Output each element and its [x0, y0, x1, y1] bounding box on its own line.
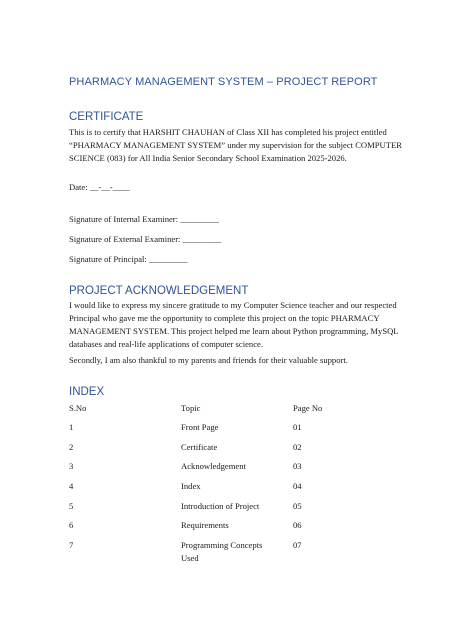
- external-examiner-signature: Signature of External Examiner: _________: [69, 234, 222, 244]
- acknowledgement-heading: PROJECT ACKNOWLEDGEMENT: [69, 285, 249, 297]
- index-row-page: 03: [293, 461, 302, 471]
- index-row-sno: 6: [69, 520, 74, 530]
- index-row-sno: 7: [69, 540, 74, 550]
- index-row-sno: 4: [69, 481, 74, 491]
- index-row-topic: Introduction of Project: [181, 501, 260, 511]
- index-header-topic: Topic: [181, 403, 201, 413]
- index-row-topic: Programming Concepts Used: [181, 540, 263, 563]
- certificate-heading: CERTIFICATE: [69, 111, 144, 123]
- index-row-topic: Certificate: [181, 442, 218, 452]
- index-row-topic: Acknowledgement: [181, 461, 246, 471]
- index-row-topic: Requirements: [181, 520, 229, 530]
- index-row-sno: 2: [69, 442, 74, 452]
- acknowledgement-paragraph-2: Secondly, I am also thankful to my parents and friends for their valuable support.: [69, 355, 348, 365]
- index-row-page: 05: [293, 501, 302, 511]
- certificate-body: This is to certify that HARSHIT CHAUHAN of Class XII has completed his project entitled “PHARMACY MANAGEMENT SYSTEM” under my supervision for the subject COMPUTER SCIENCE (083) for All India Senior Secondary School Examination 2025-2026.: [69, 127, 402, 163]
- index-header-page: Page No: [293, 403, 323, 413]
- index-row-sno: 3: [69, 461, 74, 471]
- index-header-sno: S.No: [69, 403, 87, 413]
- index-row-page: 01: [293, 422, 302, 432]
- index-row-page: 07: [293, 540, 302, 550]
- index-row-topic: Index: [181, 481, 201, 491]
- report-title: PHARMACY MANAGEMENT SYSTEM – PROJECT REPORT: [69, 76, 378, 88]
- acknowledgement-paragraph-1: I would like to express my sincere gratitude to my Computer Science teacher and our respected Principal who gave me the opportunity to complete this project on the topic PHARMACY MANAGEMENT SYSTEM. This project helped me learn about Python programming, MySQL databases and real-life applications of computer science.: [69, 300, 399, 349]
- index-row-page: 02: [293, 442, 302, 452]
- internal-examiner-signature: Signature of Internal Examiner: _________: [69, 214, 219, 224]
- index-row-sno: 5: [69, 501, 74, 511]
- date-line: Date: __-__-____: [69, 182, 130, 192]
- index-row-page: 04: [293, 481, 302, 491]
- index-row-topic: Front Page: [181, 422, 219, 432]
- principal-signature: Signature of Principal: _________: [69, 254, 188, 264]
- index-row-sno: 1: [69, 422, 74, 432]
- index-row-page: 06: [293, 520, 302, 530]
- index-heading: INDEX: [69, 386, 105, 398]
